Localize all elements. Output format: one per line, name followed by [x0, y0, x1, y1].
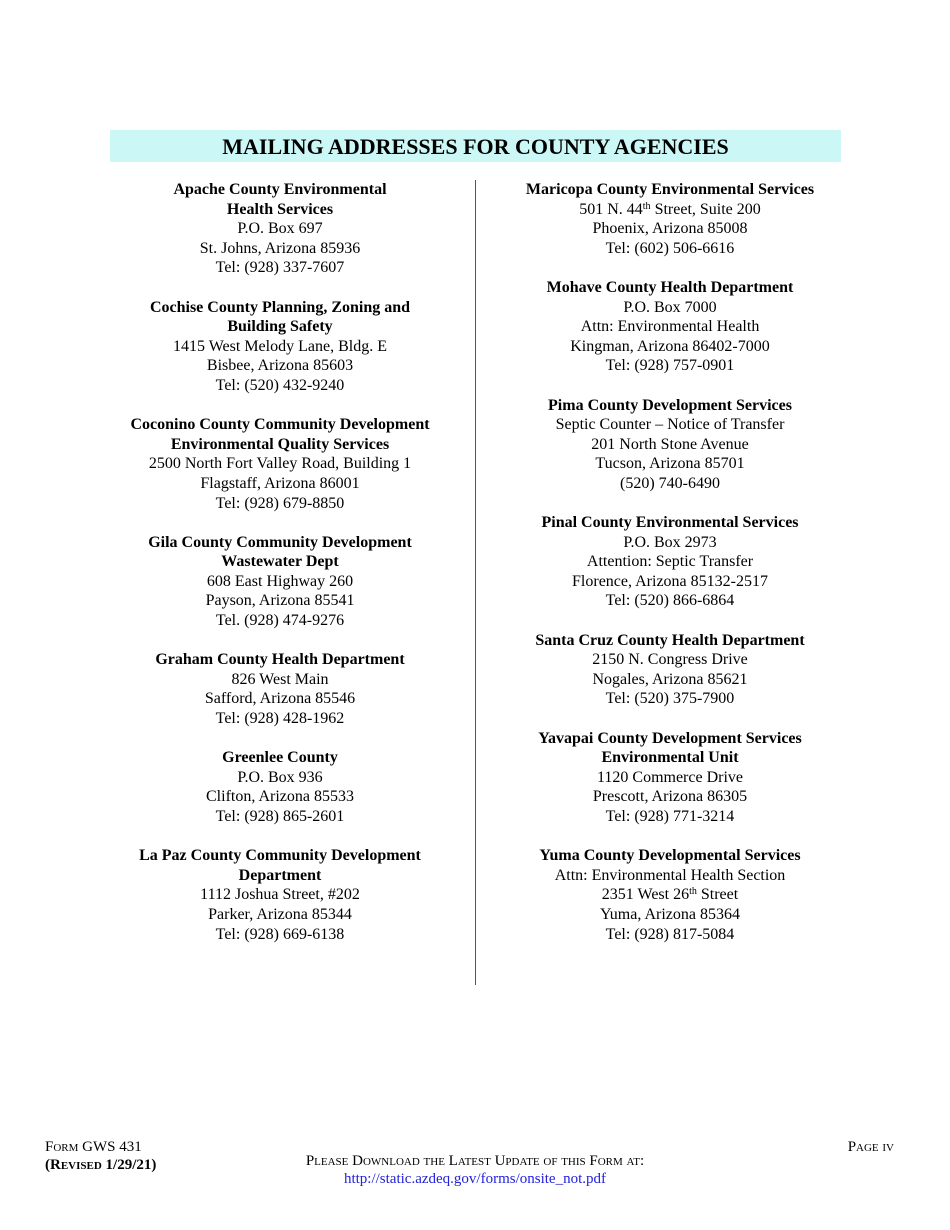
agency-address-line: P.O. Box 936	[237, 768, 323, 786]
agency-entry	[500, 631, 840, 709]
agency-address-line: 2150 N. Congress Drive	[592, 651, 748, 669]
agency-address-line: Clifton, Arizona 85533	[206, 788, 354, 806]
form-number: Form GWS 431	[45, 1139, 142, 1155]
agency-name: Health Services	[226, 200, 334, 218]
agency-entry	[500, 278, 840, 376]
agency-name: Yavapai County Development Services	[538, 729, 802, 747]
agency-name: Pinal County Environmental Services	[541, 514, 799, 532]
agency-address-line: (520) 740-6490	[620, 474, 720, 492]
agency-address-line: Tel: (928) 679-8850	[215, 494, 345, 512]
agency-address-line: 1415 West Melody Lane, Bldg. E	[173, 337, 387, 355]
agency-entry	[110, 650, 450, 728]
agency-entry	[110, 533, 450, 631]
agency-entry	[500, 846, 840, 944]
download-notice	[0, 1152, 950, 1188]
agency-address-line: 826 West Main	[231, 670, 329, 688]
agency-address-line: Tucson, Arizona 85701	[595, 455, 745, 473]
right-agency-column	[500, 180, 840, 964]
agency-address-line: P.O. Box 2973	[623, 533, 717, 551]
agency-address-line: P.O. Box 7000	[623, 298, 717, 316]
agency-address-line: P.O. Box 697	[237, 220, 323, 238]
agency-name: Yuma County Developmental Services	[539, 847, 801, 865]
agency-address-line: 1112 Joshua Street, #202	[200, 886, 360, 904]
page-title: MAILING ADDRESSES FOR COUNTY AGENCIES	[110, 130, 841, 162]
agency-entry	[110, 846, 450, 944]
ordinal-superscript: th	[642, 200, 651, 212]
agency-name: Maricopa County Environmental Services	[525, 181, 815, 198]
agency-address-line: Tel: (928) 757-0901	[605, 357, 735, 375]
download-note: Please Download the Latest Update of this Form at:	[305, 1153, 645, 1169]
agency-name: Wastewater Dept	[221, 553, 339, 571]
agency-address-line: Phoenix, Arizona 85008	[592, 220, 748, 238]
agency-entry	[110, 298, 450, 396]
agency-address-line: 608 East Highway 260	[206, 572, 354, 590]
agency-address-line: Tel: (928) 865-2601	[215, 808, 345, 825]
agency-name: La Paz County Community Development	[139, 847, 421, 865]
agency-address-line: Safford, Arizona 85546	[204, 690, 356, 708]
agency-entry	[110, 180, 450, 278]
agency-name: Cochise County Planning, Zoning and	[149, 298, 411, 316]
agency-address-line: Florence, Arizona 85132-2517	[572, 572, 768, 590]
agency-name: Building Safety	[227, 318, 333, 336]
left-agency-column	[110, 180, 450, 964]
agency-name: Graham County Health Department	[155, 651, 405, 669]
agency-address-line: Tel: (520) 432-9240	[215, 376, 345, 394]
agency-address-line: Tel. (928) 474-9276	[215, 612, 345, 630]
agency-address-line: Flagstaff, Arizona 86001	[200, 474, 360, 492]
agency-name: Coconino County Community Development	[130, 416, 430, 434]
agency-address-line: Tel: (520) 866-6864	[605, 592, 735, 610]
agency-address-line: Attn: Environmental Health	[580, 318, 760, 336]
agency-address-line: Tel: (928) 669-6138	[215, 925, 345, 943]
agency-name: Department	[238, 866, 322, 884]
agency-address-line: 501 N. 44th Street, Suite 200	[579, 200, 761, 218]
agency-address-line: Tel: (602) 506-6616	[605, 239, 735, 257]
agency-address-line: Parker, Arizona 85344	[208, 905, 352, 923]
agency-address-line: Tel: (928) 337-7607	[215, 259, 345, 277]
agency-address-line: Tel: (928) 771-3214	[605, 808, 735, 825]
agency-address-line: Payson, Arizona 85541	[205, 592, 355, 610]
agency-name: Environmental Quality Services	[170, 435, 390, 453]
agency-address-line: St. Johns, Arizona 85936	[199, 239, 361, 257]
agency-address-line: Bisbee, Arizona 85603	[206, 357, 354, 375]
agency-name: Santa Cruz County Health Department	[535, 631, 805, 649]
agency-address-line: 2500 North Fort Valley Road, Building 1	[148, 455, 412, 473]
agency-entry	[500, 396, 840, 494]
agency-address-line: Tel: (520) 375-7900	[605, 690, 735, 708]
agency-name: Greenlee County	[222, 749, 338, 767]
agency-address-line: Attn: Environmental Health Section	[554, 866, 786, 884]
column-divider	[475, 180, 476, 985]
agency-address-line: Tel: (928) 428-1962	[215, 710, 345, 728]
agency-name: Apache County Environmental	[173, 181, 387, 198]
agency-address-line: Yuma, Arizona 85364	[600, 905, 740, 923]
page-number: Page iv	[847, 1139, 894, 1155]
agency-name: Mohave County Health Department	[546, 278, 794, 296]
agency-entry	[500, 729, 840, 827]
agency-entry	[110, 748, 450, 826]
agency-name: Pima County Development Services	[548, 396, 792, 414]
agency-address-line: Septic Counter – Notice of Transfer	[555, 416, 785, 434]
agency-address-line: 2351 West 26th Street	[601, 886, 739, 904]
agency-address-line: Attention: Septic Transfer	[586, 553, 754, 571]
agency-entry	[500, 513, 840, 611]
agency-address-line: 1120 Commerce Drive	[596, 768, 744, 786]
agency-address-line: 201 North Stone Avenue	[591, 435, 749, 453]
agency-address-line: Prescott, Arizona 86305	[592, 788, 748, 806]
ordinal-superscript: th	[689, 886, 697, 898]
form-url-link[interactable]: http://static.azdeq.gov/forms/onsite_not.pdf	[343, 1171, 607, 1187]
agency-entry	[110, 415, 450, 513]
agency-name: Environmental Unit	[601, 749, 739, 767]
agency-address-line: Nogales, Arizona 85621	[592, 670, 748, 688]
revision-date: (Revised 1/29/21)	[45, 1157, 157, 1173]
agency-name: Gila County Community Development	[148, 533, 412, 551]
agency-address-line: Tel: (928) 817-5084	[605, 925, 735, 943]
agency-entry	[500, 180, 840, 258]
agency-address-line: Kingman, Arizona 86402-7000	[570, 337, 770, 355]
